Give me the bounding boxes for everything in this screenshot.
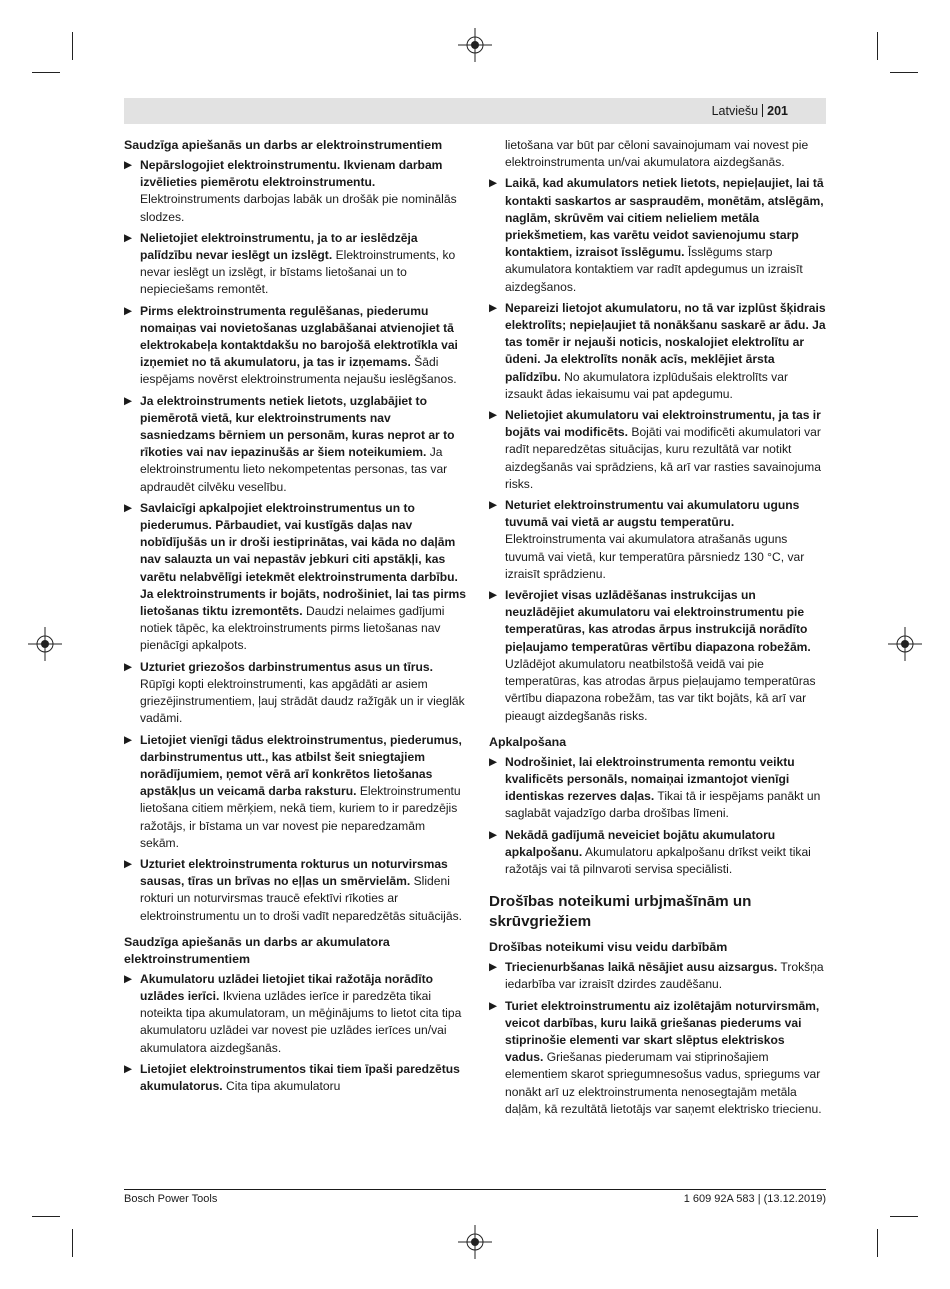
crop-mark	[890, 1216, 918, 1217]
list-item	[489, 407, 826, 493]
registration-mark-icon	[458, 28, 492, 62]
subsection-title: Drošības noteikumi visu veidu darbībām	[489, 940, 728, 955]
triangle-bullet-icon: ▶	[489, 589, 498, 602]
list-item	[489, 497, 826, 583]
triangle-bullet-icon: ▶	[124, 394, 133, 407]
item-bold: Laikā, kad akumulators netiek lietots, nepieļaujiet, lai tā kontakti saskartos ar saspraudēm, monētām, atslēgām, naglām, skrūvēm vai citiem nelieliem metāla priekšmetiem, kas varētu veidot savienojumu starp kontaktiem, izraisot īsslēgumu.	[505, 176, 824, 260]
crop-mark	[890, 72, 918, 73]
item-bold: Triecienurbšanas laikā nēsājiet ausu aizsargus.	[505, 960, 778, 975]
list-item	[124, 732, 466, 852]
item-text: Ikviena uzlādes ierīce ir paredzēta tikai noteikta tipa akumulatoram, un mēģinājums to lietot cita tipa akumulatoru uzlādei var novest pie uzlādes ierīces un/vai akumulatora aizdegšanās.	[140, 988, 462, 1055]
triangle-bullet-icon: ▶	[124, 501, 133, 514]
list-item	[489, 300, 826, 403]
item-text: Cita tipa akumulatoru	[226, 1078, 341, 1093]
list-item	[124, 659, 466, 728]
list-item	[124, 500, 466, 655]
triangle-bullet-icon: ▶	[489, 301, 498, 314]
registration-mark-icon	[888, 627, 922, 661]
list-item	[489, 587, 826, 725]
item-bold: Uzturiet griezošos darbinstrumentus asus un tīrus.	[140, 659, 433, 674]
item-bold: Neturiet elektroinstrumentu vai akumulatoru uguns tuvumā vai vietā ar augstu temperatūru.	[505, 498, 800, 530]
item-text: Griešanas piederumam vai stiprinošajiem elementiem skarot spriegumnesošus vadus, spriegums var nonākt arī uz elektroinstrumenta nenosegtajām metāla daļām, kā rezultātā lietotājs var saņemt elektrisko triecienu.	[505, 1050, 822, 1116]
list-item	[124, 230, 466, 299]
section-title: Apkalpošana	[489, 734, 567, 749]
crop-mark	[32, 1216, 60, 1217]
triangle-bullet-icon: ▶	[124, 660, 133, 673]
triangle-bullet-icon: ▶	[489, 409, 498, 422]
list-item	[124, 303, 466, 389]
list-item	[124, 393, 466, 496]
section-title: Saudzīga apiešanās un darbs ar akumulatora elektroinstrumentiem	[124, 934, 390, 966]
triangle-bullet-icon: ▶	[124, 159, 133, 171]
crop-mark	[32, 72, 60, 73]
crop-mark	[877, 32, 878, 60]
section-title: Saudzīga apiešanās un darbs ar elektroinstrumentiem	[124, 138, 443, 152]
header-language: Latviešu	[711, 104, 759, 118]
item-text: Elektroinstrumenta vai akumulatora atrašanās uguns tuvumā vai vietā, kur temperatūra pārsniedz 130 °C, var izraisīt sprādzienu.	[505, 532, 805, 581]
list-item	[489, 998, 826, 1118]
item-text: Šādi iespējams novērst elektroinstrumenta nejaušu ieslēgšanos.	[140, 355, 457, 387]
list-item	[124, 971, 466, 1057]
triangle-bullet-icon: ▶	[489, 999, 498, 1012]
item-bold: Lietojiet elektroinstrumentos tikai tiem īpaši paredzētus akumulatorus.	[140, 1061, 460, 1093]
triangle-bullet-icon: ▶	[124, 857, 133, 870]
item-text: Elektroinstruments darbojas labāk un drošāk pie nominālās slodzes.	[140, 192, 457, 224]
triangle-bullet-icon: ▶	[124, 231, 133, 244]
item-bold: Lietojiet vienīgi tādus elektroinstrumentus, piederumus, darbinstrumentus utt., kas atbilst šeit sniegtajiem norādījumiem, ņemot vērā arī konkrētos lietošanas apstākļus un veicamā darba raksturu.	[140, 732, 462, 799]
triangle-bullet-icon: ▶	[489, 828, 498, 841]
triangle-bullet-icon: ▶	[124, 972, 133, 985]
item-bold: Nelietojiet elektroinstrumentu, ja to ar ieslēdzēja palīdzību nevar ieslēgt un izslēgt.	[140, 230, 418, 263]
item-text: Slideni rokturi un noturvirsmas traucē efektīvi rīkoties ar elektroinstrumentu un to droši vadīt neparedzētās situācijās.	[140, 874, 463, 923]
registration-mark-icon	[28, 627, 62, 661]
triangle-bullet-icon: ▶	[124, 733, 133, 746]
item-bold: Uzturiet elektroinstrumenta rokturus un noturvirsmas sausas, tīras un brīvas no eļļas un smērvielām.	[140, 856, 448, 889]
footer-rule	[124, 1189, 826, 1190]
item-text: Tikai tā ir iespējams panākt un saglabāt vajadzīgo darba drošības līmeni.	[505, 789, 821, 821]
triangle-bullet-icon: ▶	[489, 177, 498, 190]
registration-mark-icon	[458, 1225, 492, 1259]
crop-mark	[877, 1229, 878, 1257]
item-text: Elektroinstrumentu lietošana citiem mērķiem, nekā tiem, kuriem to ir paredzējis ražotājs, ir bīstama un var novest pie neparedzamām sekām.	[140, 784, 461, 850]
item-bold: Nodrošiniet, lai elektroinstrumenta remontu veiktu kvalificēts personāls, nomaiņai izmantojot vienīgi identiskas rezerves daļas.	[505, 754, 795, 804]
item-text: Bojāti vai modificēti akumulatori var radīt neparedzētas situācijas, kuru rezultātā var notikt aizdegšanās vai sprādziens, kā arī var rasties savainojuma risks.	[505, 425, 821, 491]
page-header	[124, 98, 826, 124]
item-bold: Pirms elektroinstrumenta regulēšanas, piederumu nomaiņas vai novietošanas uzglabāšanai atvienojiet tā elektrokabeļa kontaktdakšu no barojošā elektrotīkla vai izņemiet no tā akumulatoru, ja tas ir izņemams.	[140, 303, 458, 370]
page-number: 201	[767, 104, 788, 118]
triangle-bullet-icon: ▶	[489, 961, 498, 974]
triangle-bullet-icon: ▶	[124, 1062, 133, 1075]
left-column	[124, 137, 466, 1099]
item-text: Īsslēgums starp akumulatora kontaktiem var radīt apdegumus un izraisīt aizdegšanos.	[505, 245, 803, 294]
list-item	[489, 175, 826, 295]
item-bold: Nepārslogojiet elektroinstrumentu. Ikvienam darbam izvēlieties piemērotu elektroinstrumentu.	[140, 158, 443, 190]
item-bold: Turiet elektroinstrumentu aiz izolētajām noturvirsmām, veicot darbības, kuru laikā griešanas piederums vai stiprinošie elementi var skart slēptus elektriskos vadus.	[505, 998, 820, 1065]
list-item	[124, 1061, 466, 1095]
item-text: Elektroinstruments, ko nevar ieslēgt un izslēgt, ir bīstams lietošanai un to nepieciešams remontēt.	[140, 248, 456, 297]
item-text: Uzlādējot akumulatoru neatbilstošā veidā vai pie temperatūras, kas atrodas ārpus pieļaujamo temperatūras vērtību diapazona robežām, tas var tikt bojāts, kā arī var pieaugt aizdegšanās risks.	[505, 656, 816, 723]
right-column	[489, 137, 826, 1122]
footer-brand: Bosch Power Tools	[124, 1193, 218, 1205]
item-bold: Ja elektroinstruments netiek lietots, uzglabājiet to piemērotā vietā, kur elektroinstruments nav sasniedzams bērniem un personām, kuras neprot ar to rīkoties vai nav iepazinušās ar šiem noteikumiem.	[140, 393, 455, 460]
item-text: Akumulatoru apkalpošanu drīkst veikt tikai ražotājs vai tā pilnvaroti servisa speciālisti.	[505, 844, 811, 876]
chapter-title: Drošības noteikumi urbjmašīnām un skrūvgriežiem	[489, 893, 752, 930]
crop-mark	[72, 32, 73, 60]
item-bold: Savlaicīgi apkalpojiet elektroinstrumentus un to piederumus. Pārbaudiet, vai kustīgās daļas nav nobīdījušās un ir droši iestiprinātas, vai kāda no daļām nav salauzta un vai nepastāv jebkuri citi apstākļi, kas varētu nelabvēlīgi ietekmēt elektroinstrumenta darbību. Ja elektroinstruments ir bojāts, nodrošiniet, lai tas pirms lietošanas tiktu izremontēts.	[140, 500, 466, 619]
item-bold: Nepareizi lietojot akumulatoru, no tā var izplūst šķidrais elektrolīts; nepieļaujiet tā nonākšanu saskarē ar ādu. Ja tas tomēr ir nejauši noticis, noskalojiet elektrolītu ar ūdeni. Ja elektrolīts nonāk acīs, meklējiet ārsta palīdzību.	[505, 300, 826, 384]
crop-mark	[72, 1229, 73, 1257]
item-text: No akumulatora izplūdušais elektrolīts var izsaukt ādas iekaisumu vai pat apdegumu.	[505, 369, 788, 401]
item-text: Ja elektroinstrumentu lieto nekompetentas personas, tas var apdraudēt cilvēku veselību.	[140, 445, 448, 494]
continued-text: lietošana var būt par cēloni savainojumam vai novest pie elektroinstrumenta un/vai akumulatora aizdegšanās.	[505, 138, 809, 170]
item-bold: Nekādā gadījumā neveiciet bojātu akumulatoru apkalpošanu.	[505, 827, 776, 859]
triangle-bullet-icon: ▶	[489, 755, 498, 768]
triangle-bullet-icon: ▶	[124, 304, 133, 317]
list-item	[489, 754, 826, 823]
list-item	[489, 959, 826, 993]
item-bold: Ievērojiet visas uzlādēšanas instrukcijas un neuzlādējiet akumulatoru vai elektroinstrumentu pie temperatūras, kas atrodas ārpus instrukcijā norādīto pieļaujamo temperatūras vērtību diapazona robežām.	[505, 588, 811, 654]
item-text: Daudzi nelaimes gadījumi notiek tāpēc, ka elektroinstruments pirms lietošanas nav pienācīgi apkalpots.	[140, 604, 445, 653]
item-text: Trokšņa iedarbība var izraisīt dzirdes zaudēšanu.	[505, 960, 824, 992]
item-text: Rūpīgi kopti elektroinstrumenti, kas apgādāti ar asiem griezējinstrumentiem, ļauj strādāt daudz ražīgāk un ir vieglāk vadāmi.	[140, 676, 465, 726]
triangle-bullet-icon: ▶	[489, 499, 498, 512]
list-item	[124, 157, 466, 226]
item-bold: Akumulatoru uzlādei lietojiet tikai ražotāja norādīto uzlādes ierīci.	[140, 971, 433, 1003]
list-item	[124, 856, 466, 925]
header-text	[712, 104, 788, 118]
header-divider	[762, 104, 763, 117]
footer-doc-code: 1 609 92A 583 | (13.12.2019)	[683, 1193, 826, 1205]
item-bold: Nelietojiet akumulatoru vai elektroinstrumentu, ja tas ir bojāts vai modificēts.	[505, 408, 821, 440]
list-item	[489, 827, 826, 879]
